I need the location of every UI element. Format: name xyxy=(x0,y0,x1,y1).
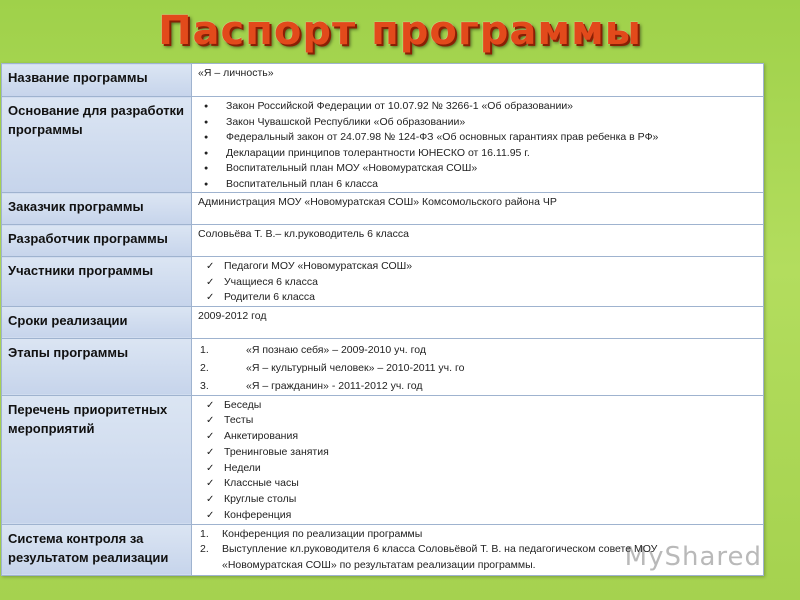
row-label: Участники программы xyxy=(2,257,192,307)
row-value xyxy=(192,338,764,395)
watermark: MyShared xyxy=(624,542,762,572)
table-row xyxy=(2,395,764,524)
bullet-list xyxy=(198,99,757,192)
list-item: ● Закон Чувашской Республики «Об образовании» xyxy=(198,115,757,131)
list-item: ● Воспитательный план МОУ «Новомуратская СОШ» xyxy=(198,161,757,177)
list-item: 2. Выступление кл.руководителя 6 класса Соловьёвой Т. В. на педагогическом совете МОУ xyxy=(200,543,658,556)
list-item: ✓ Анкетирования xyxy=(198,429,757,445)
list-item: ✓ Классные часы xyxy=(198,476,757,492)
table-row xyxy=(2,306,764,338)
list-item: ● Закон Российской Федерации от 10.07.92 № 3266-1 «Об образовании» xyxy=(198,99,757,115)
list-item: ✓ Конференция xyxy=(198,508,757,524)
row-label: Этапы программы xyxy=(2,338,192,395)
list-item: ✓ Педагоги МОУ «Новомуратская СОШ» xyxy=(198,259,757,275)
row-value: 2009-2012 год xyxy=(192,306,764,338)
list-item: 2. «Я – культурный человек» – 2010-2011 уч. го xyxy=(200,361,465,374)
table-row xyxy=(2,193,764,225)
table-row xyxy=(2,338,764,395)
list-item: ✓ Родители 6 класса xyxy=(198,290,757,306)
row-value: Соловьёва Т. В.– кл.руководитель 6 класса xyxy=(192,225,764,257)
table-row xyxy=(2,257,764,307)
numbered-list xyxy=(198,341,757,395)
row-label: Перечень приоритетных мероприятий xyxy=(2,395,192,524)
row-value: Администрация МОУ «Новомуратская СОШ» Комсомольского района ЧР xyxy=(192,193,764,225)
list-item: ✓ Учащиеся 6 класса xyxy=(198,275,757,291)
page-title: Паспорт программы xyxy=(158,8,642,54)
passport-table xyxy=(1,63,764,576)
list-item: «Новомуратская СОШ» по результатам реализации программы. xyxy=(222,558,536,571)
row-value xyxy=(192,97,764,193)
list-item: ✓ Недели xyxy=(198,461,757,477)
row-label: Разработчик программы xyxy=(2,225,192,257)
list-item: ✓ Беседы xyxy=(198,398,757,414)
list-item: ● Федеральный закон от 24.07.98 № 124-ФЗ «Об основных гарантиях прав ребенка в РФ» xyxy=(198,130,757,146)
row-value xyxy=(192,257,764,307)
list-item: ● Воспитательный план 6 класса xyxy=(198,177,757,193)
check-list xyxy=(198,398,757,524)
table-row xyxy=(2,225,764,257)
row-label: Сроки реализации xyxy=(2,306,192,338)
row-label: Название программы xyxy=(2,64,192,97)
list-item: 1. Конференция по реализации программы xyxy=(200,527,423,540)
list-item: ✓ Тренинговые занятия xyxy=(198,445,757,461)
list-item: ✓ Тесты xyxy=(198,413,757,429)
list-item: ✓ Круглые столы xyxy=(198,492,757,508)
row-label: Заказчик программы xyxy=(2,193,192,225)
list-item: 3. «Я – гражданин» - 2011-2012 уч. год xyxy=(200,379,423,392)
list-item: 1. «Я познаю себя» – 2009-2010 уч. год xyxy=(200,343,426,356)
row-value: «Я – личность» xyxy=(192,64,764,97)
row-label: Система контроля за результатом реализации xyxy=(2,524,192,575)
list-item: ● Декларации принципов толерантности ЮНЕСКО от 16.11.95 г. xyxy=(198,146,757,162)
check-list xyxy=(198,259,757,306)
table-row xyxy=(2,97,764,193)
row-value xyxy=(192,395,764,524)
row-label: Основание для разработки программы xyxy=(2,97,192,193)
table-row xyxy=(2,64,764,97)
